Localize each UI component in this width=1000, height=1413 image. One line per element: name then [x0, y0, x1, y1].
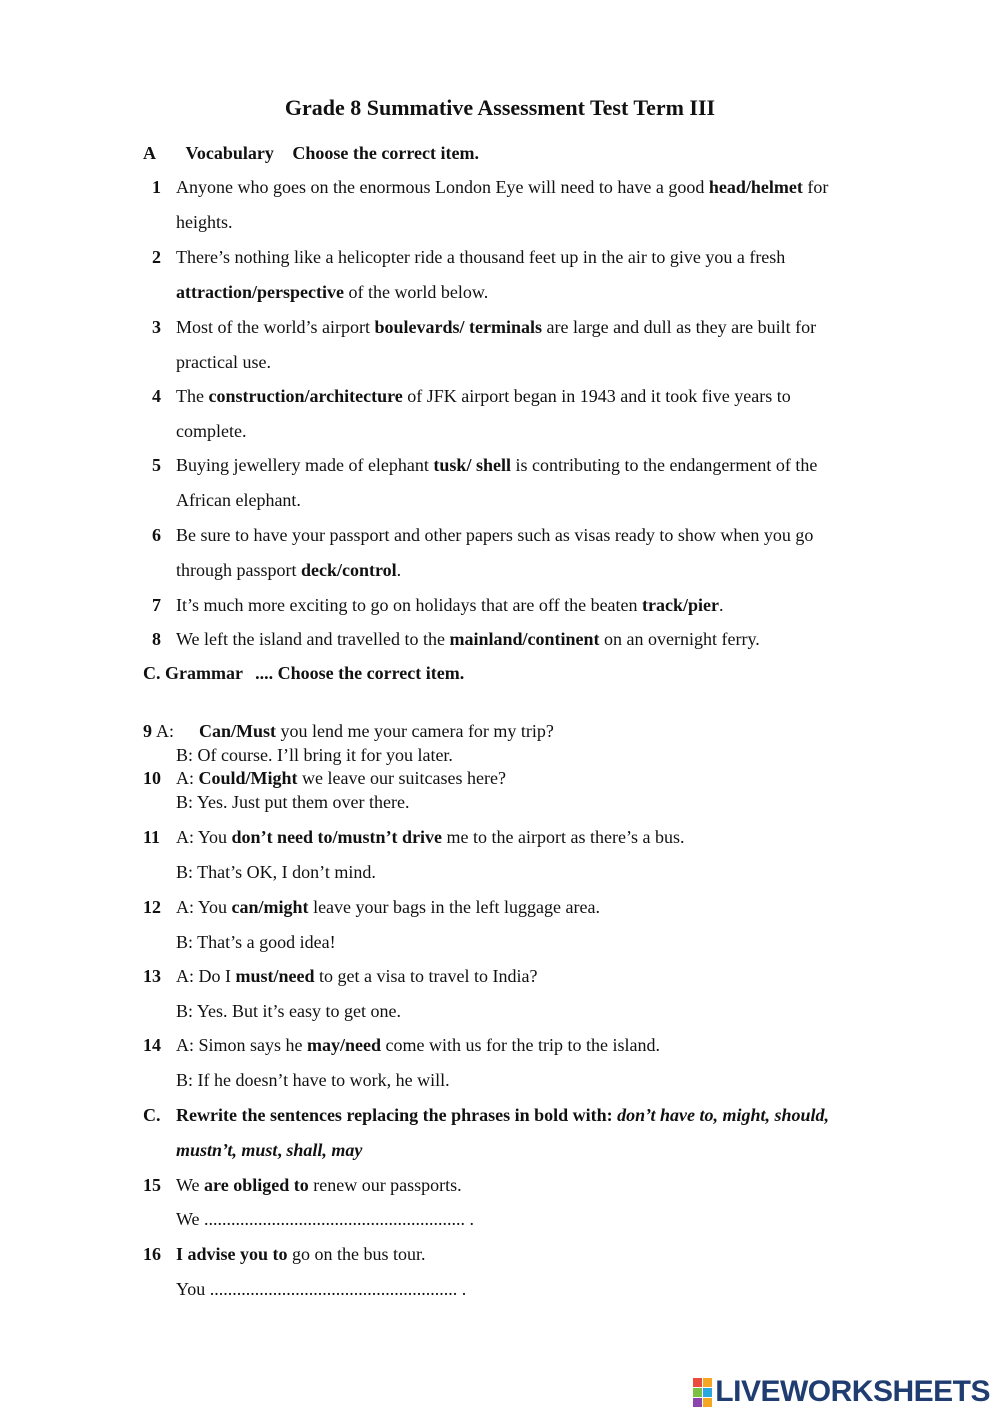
grammar-question [143, 1035, 161, 1056]
section-a-header [143, 143, 479, 164]
grammar-question [143, 897, 161, 918]
liveworksheets-logo [693, 1377, 990, 1407]
grammar-question [143, 966, 161, 987]
section-c-grammar-dots: .... [255, 663, 274, 683]
grammar-question [143, 827, 160, 848]
vocab-question: It’s much more exciting to go on holidays that are off the beaten track/pier. [176, 595, 724, 615]
rewrite-question [143, 1244, 161, 1265]
answer-line[interactable]: We .......................................................... . [176, 1209, 475, 1229]
rewrite-sentence: I advise you to go on the bus tour. [176, 1244, 426, 1264]
section-c-grammar-instruction: Choose the correct item. [277, 663, 465, 683]
vocab-question: Anyone who goes on the enormous London Eye will need to have a good head/helmet for [176, 177, 829, 197]
vocab-question-cont: through passport deck/control. [176, 560, 402, 580]
answer-choice[interactable]: tusk/ shell [433, 455, 511, 475]
grammar-question-b: B: If he doesn’t have to work, he will. [176, 1070, 450, 1090]
answer-choice[interactable]: head/helmet [708, 177, 803, 197]
grammar-question-a: A: Could/Might we leave our suitcases here? [176, 768, 506, 788]
grammar-question-b: B: Yes. But it’s easy to get one. [176, 1001, 402, 1021]
vocab-question: Buying jewellery made of elephant tusk/ shell is contributing to the endangerment of the [176, 455, 818, 475]
section-c-rewrite-instruction: Rewrite the sentences replacing the phrases in bold with: don’t have to, might, should, [176, 1105, 830, 1125]
section-c-rewrite-label: C. [143, 1105, 161, 1125]
vocab-question: Be sure to have your passport and other papers such as visas ready to show when you go [176, 525, 814, 545]
section-a-name: Vocabulary [185, 143, 274, 163]
rewrite-question [143, 1175, 161, 1196]
vocab-question-cont: practical use. [176, 352, 271, 372]
question-number: 16 [143, 1244, 161, 1264]
grammar-question-a: Can/Must you lend me your camera for my trip? [199, 721, 554, 741]
vocab-question-cont: complete. [176, 421, 247, 441]
vocab-question: There’s nothing like a helicopter ride a thousand feet up in the air to give you a fresh [176, 247, 786, 267]
grammar-question-a: A: You don’t need to/mustn’t drive me to the airport as there’s a bus. [176, 827, 685, 847]
grammar-question-a: A: You can/might leave your bags in the left luggage area. [176, 897, 600, 917]
vocab-question-cont: attraction/perspective of the world below. [176, 282, 489, 302]
answer-choice[interactable]: attraction/perspective [176, 282, 344, 302]
grammar-question-b: B: That’s a good idea! [176, 932, 336, 952]
section-c-grammar-label: C. Grammar [143, 663, 243, 683]
grammar-question-b: B: Of course. I’ll bring it for you later. [176, 745, 453, 765]
vocab-question: Most of the world’s airport boulevards/ terminals are large and dull as they are built for [176, 317, 817, 337]
question-number: 9 [143, 721, 152, 741]
grammar-question [143, 768, 161, 789]
question-number: 6 [152, 525, 161, 545]
answer-choice[interactable]: may/need [307, 1035, 382, 1055]
answer-line[interactable]: You ....................................................... . [176, 1279, 467, 1299]
answer-choice[interactable]: don’t need to/mustn’t drive [231, 827, 443, 847]
section-c-grammar-header [143, 663, 464, 684]
question-number: 11 [143, 827, 161, 847]
vocab-question-cont: heights. [176, 212, 233, 232]
question-number: 5 [152, 455, 161, 475]
question-number: 1 [152, 177, 161, 197]
liveworksheets-logo-icon [693, 1378, 712, 1407]
answer-choice[interactable]: Can/Must [199, 721, 277, 741]
section-c-rewrite-instruction-cont: mustn’t, must, shall, may [176, 1140, 363, 1160]
page-title: Grade 8 Summative Assessment Test Term III [284, 95, 716, 120]
vocab-question: We left the island and travelled to the mainland/continent on an overnight ferry. [176, 629, 760, 649]
grammar-question-a: A: Simon says he may/need come with us for the trip to the island. [176, 1035, 660, 1055]
answer-choice[interactable]: can/might [231, 897, 309, 917]
question-number: 4 [152, 386, 161, 406]
answer-choice[interactable]: construction/architecture [208, 386, 403, 406]
question-number: 15 [143, 1175, 161, 1195]
answer-choice[interactable]: Could/Might [198, 768, 298, 788]
answer-choice[interactable]: must/need [235, 966, 315, 986]
answer-choice[interactable]: deck/control [301, 560, 397, 580]
grammar-question: 9 A: [143, 721, 174, 741]
question-number: 12 [143, 897, 161, 917]
question-number: 14 [143, 1035, 161, 1055]
vocab-question: The construction/architecture of JFK airport began in 1943 and it took five years to [176, 386, 791, 406]
logo-text: LIVEWORKSHEETS [715, 1375, 990, 1408]
modal-word-list: don’t have to, might, should, [617, 1105, 830, 1125]
grammar-question-b: B: Yes. Just put them over there. [176, 792, 410, 812]
grammar-question-b: B: That’s OK, I don’t mind. [176, 862, 376, 882]
question-number: 13 [143, 966, 161, 986]
section-a-instruction: Choose the correct item. [292, 143, 479, 163]
question-number: 7 [152, 595, 161, 615]
question-number: 8 [152, 629, 161, 649]
answer-choice[interactable]: mainland/continent [449, 629, 600, 649]
answer-choice[interactable]: track/pier [642, 595, 720, 615]
grammar-question-a: A: Do I must/need to get a visa to travel to India? [176, 966, 538, 986]
question-number: 10 [143, 768, 161, 788]
answer-choice[interactable]: boulevards/ terminals [374, 317, 542, 337]
question-number: 3 [152, 317, 161, 337]
rewrite-sentence: We are obliged to renew our passports. [176, 1175, 462, 1195]
section-a-letter: A [143, 143, 156, 163]
vocab-question-cont: African elephant. [176, 490, 301, 510]
question-number: 2 [152, 247, 161, 267]
